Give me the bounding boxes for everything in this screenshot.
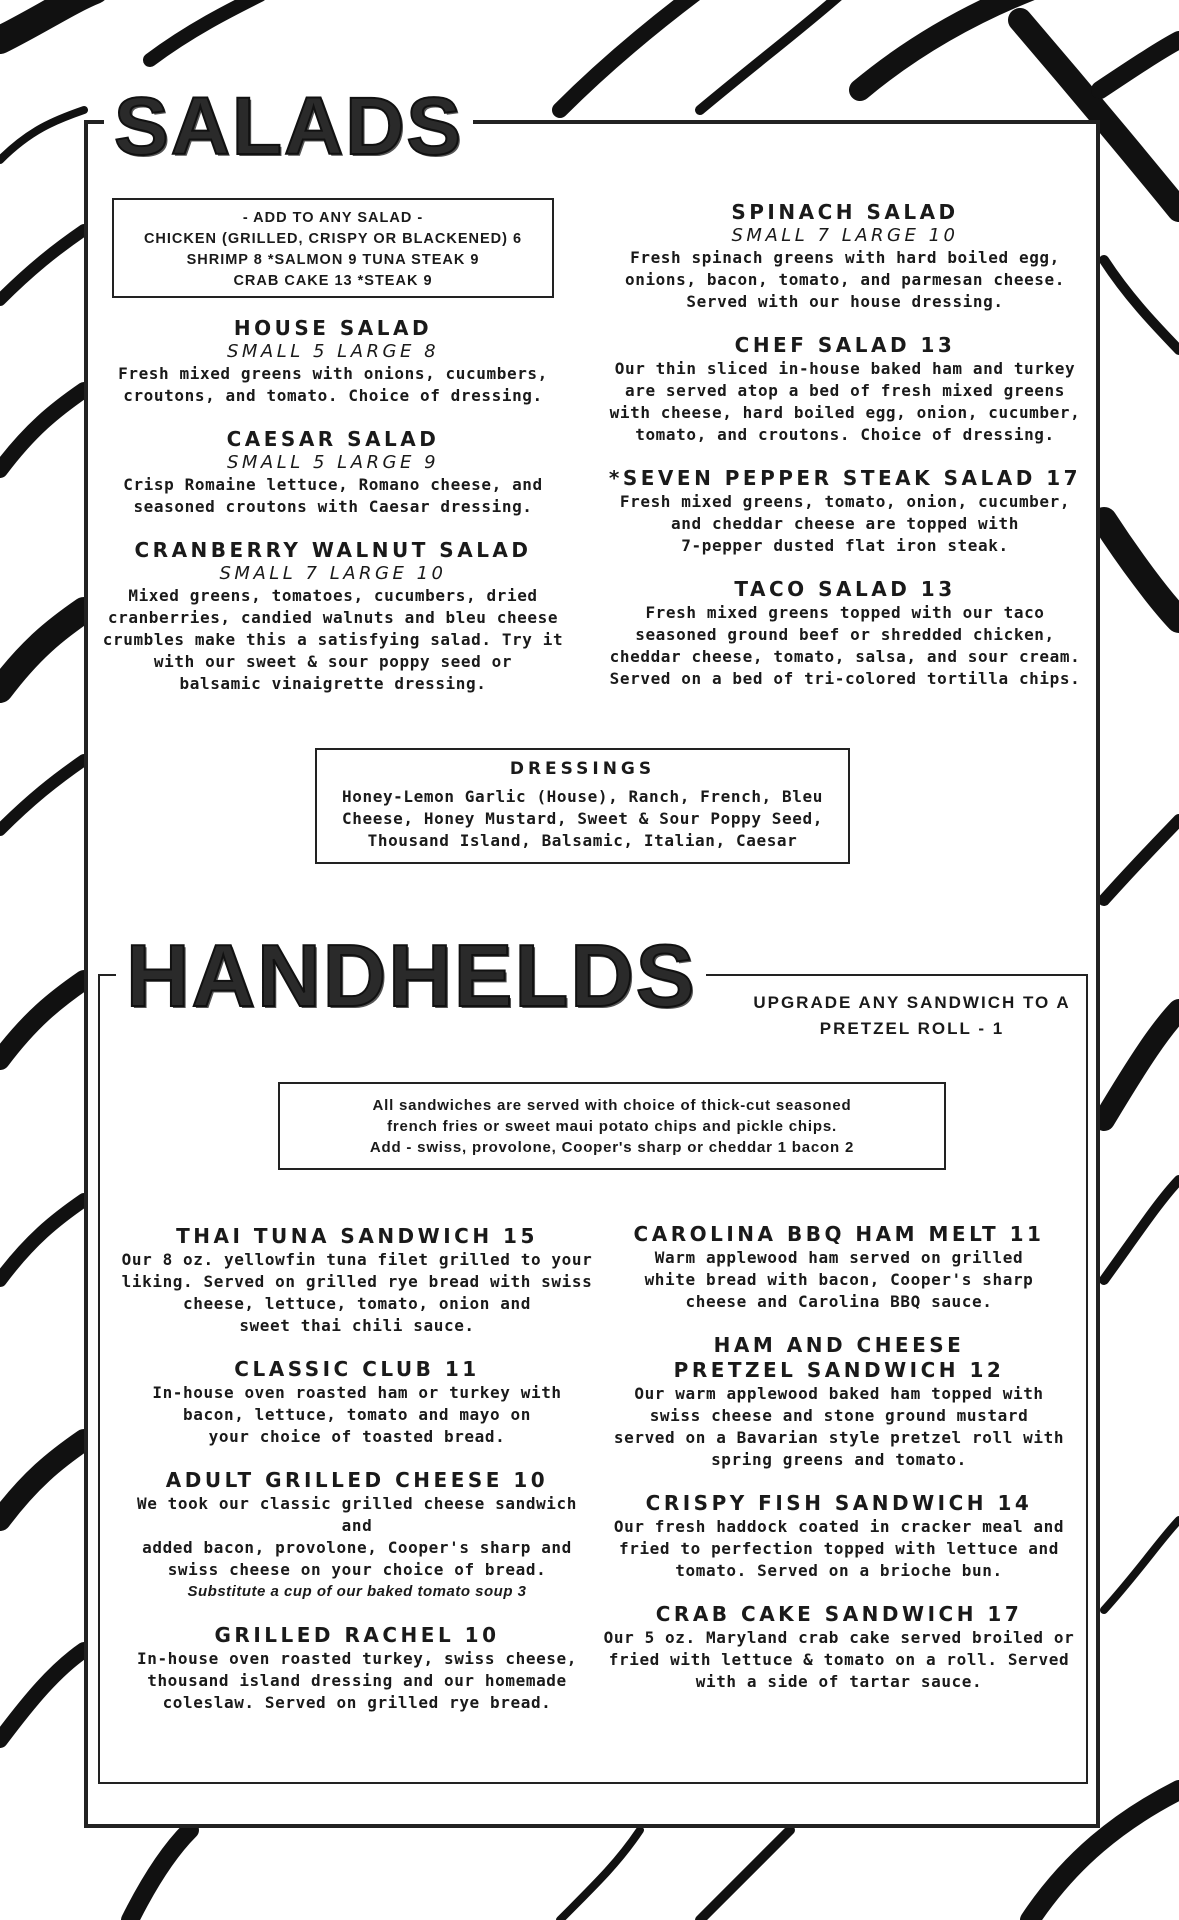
menu-item xyxy=(602,1222,1076,1313)
desc-line: thousand island dressing and our homemade xyxy=(147,1671,567,1690)
item-description xyxy=(600,358,1090,446)
desc-line: spring greens and tomato. xyxy=(711,1450,967,1469)
desc-line: In-house oven roasted ham or turkey with xyxy=(152,1383,562,1402)
desc-line: onions, bacon, tomato, and parmesan cheese. xyxy=(624,270,1065,289)
desc-line: Fresh mixed greens with onions, cucumbers, xyxy=(118,364,548,383)
dressings-line: Honey-Lemon Garlic (House), Ranch, French, Bleu xyxy=(342,787,823,806)
desc-line: Our thin sliced in-house baked ham and turkey xyxy=(614,359,1076,378)
desc-line: We took our classic grilled cheese sandwich and xyxy=(136,1494,577,1535)
menu-item xyxy=(600,577,1090,690)
sides-line: All sandwiches are served with choice of thick-cut seasoned xyxy=(372,1097,852,1114)
dressings-line: Cheese, Honey Mustard, Sweet & Sour Poppy Seed, xyxy=(342,809,823,828)
add-on-line: CRAB CAKE 13 *STEAK 9 xyxy=(233,273,433,289)
menu-item xyxy=(602,1602,1076,1693)
desc-line: are served atop a bed of fresh mixed greens xyxy=(624,381,1065,400)
menu-item xyxy=(100,538,566,695)
desc-line: Crisp Romaine lettuce, Romano cheese, and xyxy=(123,475,543,494)
menu-item xyxy=(602,1333,1076,1471)
desc-line: crumbles make this a satisfying salad. Try it xyxy=(102,630,564,649)
item-description xyxy=(600,247,1090,313)
desc-line: cheddar cheese, tomato, salsa, and sour cream. xyxy=(609,647,1081,666)
item-description xyxy=(602,1383,1076,1471)
salads-right-column xyxy=(600,200,1090,710)
desc-line: fried to perfection topped with lettuce and xyxy=(618,1539,1059,1558)
dressings-title: DRESSINGS xyxy=(509,759,656,779)
item-name: ADULT GRILLED CHEESE 10 xyxy=(165,1468,549,1492)
handhelds-left-column xyxy=(120,1224,594,1734)
desc-line: Served with our house dressing. xyxy=(686,292,1004,311)
item-name: CRISPY FISH SANDWICH 14 xyxy=(645,1491,1033,1515)
desc-line: added bacon, provolone, Cooper's sharp and xyxy=(142,1538,572,1557)
desc-line: Served on a bed of tri-colored tortilla chips. xyxy=(609,669,1081,688)
menu-item xyxy=(100,316,566,407)
desc-line: cheese and Carolina BBQ sauce. xyxy=(685,1292,993,1311)
item-name: THAI TUNA SANDWICH 15 xyxy=(176,1224,538,1248)
item-name: HAM AND CHEESE xyxy=(713,1333,965,1357)
desc-line: Fresh mixed greens topped with our taco xyxy=(645,603,1045,622)
salads-left-column xyxy=(100,316,566,715)
desc-line: Fresh mixed greens, tomato, onion, cucumber, xyxy=(619,492,1071,511)
desc-line: swiss cheese and stone ground mustard xyxy=(649,1406,1029,1425)
salads-heading: SALADS xyxy=(104,86,473,168)
sandwich-sides-box xyxy=(278,1082,946,1170)
item-name: PRETZEL SANDWICH 12 xyxy=(673,1358,1005,1382)
add-on-line: SHRIMP 8 *SALMON 9 TUNA STEAK 9 xyxy=(186,252,480,268)
dressings-line: Thousand Island, Balsamic, Italian, Caesar xyxy=(367,831,798,850)
add-on-line: CHICKEN (GRILLED, CRISPY OR BLACKENED) 6 xyxy=(143,231,523,247)
desc-line: sweet thai chili sauce. xyxy=(239,1316,475,1335)
item-name: *SEVEN PEPPER STEAK SALAD 17 xyxy=(608,466,1082,490)
item-name: TACO SALAD 13 xyxy=(734,577,956,601)
item-name: CRAB CAKE SANDWICH 17 xyxy=(655,1602,1023,1626)
menu-item xyxy=(600,200,1090,313)
sides-line: french fries or sweet maui potato chips and pickle chips. xyxy=(387,1118,837,1135)
desc-line: Warm applewood ham served on grilled xyxy=(654,1248,1024,1267)
item-description xyxy=(600,602,1090,690)
desc-line: and cheddar cheese are topped with xyxy=(671,514,1019,533)
desc-line: with our sweet & sour poppy seed or xyxy=(153,652,513,671)
desc-line: with a side of tartar sauce. xyxy=(695,1672,983,1691)
desc-line: Fresh spinach greens with hard boiled egg, xyxy=(630,248,1060,267)
desc-line: seasoned croutons with Caesar dressing. xyxy=(133,497,533,516)
item-price: SMALL 7 LARGE 10 xyxy=(731,225,959,246)
desc-line: croutons, and tomato. Choice of dressing. xyxy=(123,386,543,405)
item-name: CHEF SALAD 13 xyxy=(734,333,956,357)
item-name: GRILLED RACHEL 10 xyxy=(214,1623,500,1647)
pretzel-upgrade-note xyxy=(742,990,1082,1042)
item-description xyxy=(602,1627,1076,1693)
item-name: CLASSIC CLUB 11 xyxy=(234,1357,480,1381)
item-description xyxy=(120,1249,594,1337)
item-name: CAROLINA BBQ HAM MELT 11 xyxy=(633,1222,1045,1246)
desc-line: fried with lettuce & tomato on a roll. Served xyxy=(608,1650,1070,1669)
desc-line: Mixed greens, tomatoes, cucumbers, dried xyxy=(128,586,538,605)
desc-line: coleslaw. Served on grilled rye bread. xyxy=(162,1693,552,1712)
item-description xyxy=(100,474,566,518)
desc-line: 7-pepper dusted flat iron steak. xyxy=(681,536,1009,555)
desc-line: tomato. Served on a brioche bun. xyxy=(675,1561,1003,1580)
item-description xyxy=(120,1382,594,1448)
desc-line: served on a Bavarian style pretzel roll with xyxy=(613,1428,1065,1447)
item-description xyxy=(602,1247,1076,1313)
desc-line: Our 8 oz. yellowfin tuna filet grilled to your xyxy=(121,1250,593,1269)
item-description xyxy=(100,363,566,407)
menu-item xyxy=(120,1224,594,1337)
item-price: SMALL 5 LARGE 9 xyxy=(226,452,440,473)
upgrade-line: PRETZEL ROLL - 1 xyxy=(819,1019,1005,1038)
item-price: SMALL 7 LARGE 10 xyxy=(219,563,447,584)
desc-line: bacon, lettuce, tomato and mayo on xyxy=(183,1405,531,1424)
menu-item xyxy=(120,1357,594,1448)
desc-line: Our warm applewood baked ham topped with xyxy=(634,1384,1044,1403)
desc-line: swiss cheese on your choice of bread. xyxy=(167,1560,547,1579)
item-price: SMALL 5 LARGE 8 xyxy=(226,341,440,362)
handhelds-right-column xyxy=(602,1222,1076,1713)
item-description xyxy=(600,491,1090,557)
desc-line: cheese, lettuce, tomato, onion and xyxy=(183,1294,531,1313)
sides-line: Add - swiss, provolone, Cooper's sharp or cheddar 1 bacon 2 xyxy=(369,1139,855,1156)
menu-item xyxy=(100,427,566,518)
item-name: SPINACH SALAD xyxy=(731,200,959,224)
menu-item xyxy=(602,1491,1076,1582)
upgrade-line: UPGRADE ANY SANDWICH TO A xyxy=(753,993,1071,1012)
item-description xyxy=(602,1516,1076,1582)
desc-line: with cheese, hard boiled egg, onion, cucumber, xyxy=(609,403,1081,422)
item-name: CAESAR SALAD xyxy=(226,427,440,451)
dressings-box xyxy=(315,748,850,864)
salad-add-on-box xyxy=(112,198,554,298)
menu-item xyxy=(120,1623,594,1714)
item-name: CRANBERRY WALNUT SALAD xyxy=(134,538,532,562)
item-description xyxy=(100,585,566,695)
menu-item xyxy=(600,333,1090,446)
desc-line: your choice of toasted bread. xyxy=(208,1427,506,1446)
desc-line: Our 5 oz. Maryland crab cake served broiled or xyxy=(603,1628,1075,1647)
desc-line: liking. Served on grilled rye bread with swiss xyxy=(121,1272,593,1291)
desc-line: cranberries, candied walnuts and bleu cheese xyxy=(107,608,559,627)
menu-item xyxy=(120,1468,594,1603)
desc-line: white bread with bacon, Cooper's sharp xyxy=(644,1270,1034,1289)
handhelds-heading: HANDHELDS xyxy=(116,932,706,1020)
menu-item xyxy=(600,466,1090,557)
item-description xyxy=(120,1648,594,1714)
desc-line: Our fresh haddock coated in cracker meal and xyxy=(613,1517,1065,1536)
add-on-heading: - ADD TO ANY SALAD - xyxy=(242,210,424,226)
item-description xyxy=(120,1493,594,1581)
item-name: HOUSE SALAD xyxy=(233,316,433,340)
desc-line: balsamic vinaigrette dressing. xyxy=(179,674,487,693)
desc-line: seasoned ground beef or shredded chicken, xyxy=(635,625,1055,644)
soup-substitute-note: Substitute a cup of our baked tomato soup 3 xyxy=(187,1583,527,1600)
desc-line: In-house oven roasted turkey, swiss cheese, xyxy=(136,1649,577,1668)
desc-line: tomato, and croutons. Choice of dressing. xyxy=(635,425,1055,444)
